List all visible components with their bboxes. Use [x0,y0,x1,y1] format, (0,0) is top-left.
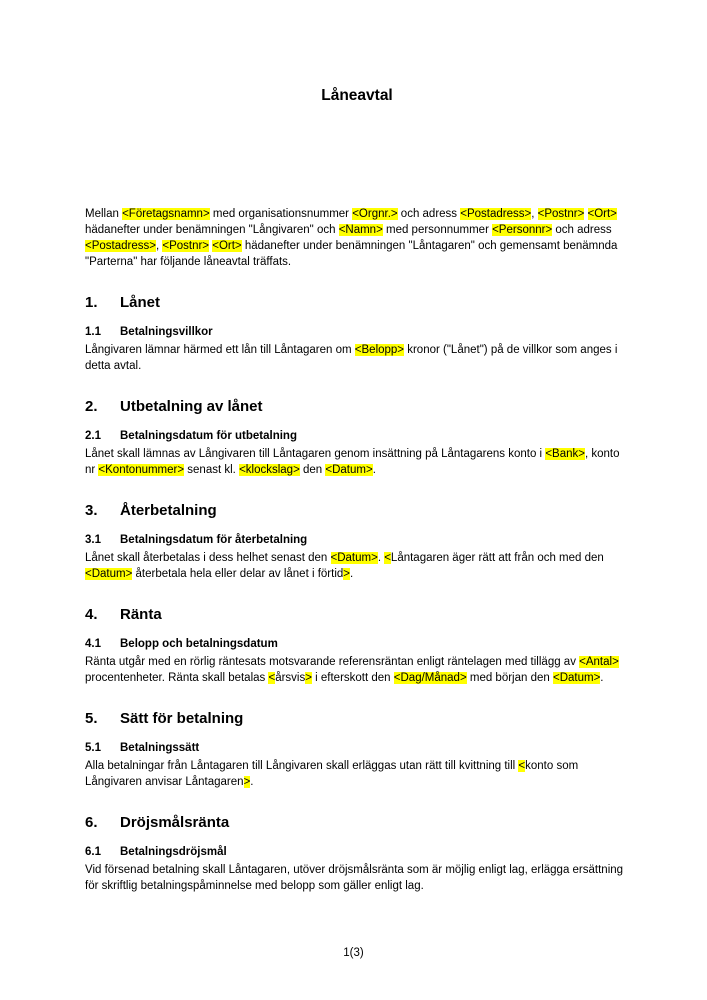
subsection-heading [85,636,629,652]
section-heading [85,398,629,416]
subsection-title: Betalningsdatum för återbetalning [120,534,308,546]
subsection-title: Betalningsdatum för utbetalning [120,430,297,442]
placeholder-highlight: <Företagsnamn> [122,208,210,220]
section-utbetalning-av-lanet [85,398,629,478]
placeholder-highlight: <klockslag> [239,464,300,476]
section-title: Lånet [120,294,161,311]
subsection-number: 4.1 [85,638,101,650]
text-run: med början den [466,672,553,684]
text-run: i efterskott den [311,672,394,684]
text-run: Vid försenad betalning skall Låntagaren, utöver dröjsmålsränta som är möjlig enligt lag, erlägga ersättning för skriftlig betalningspåminnelse med belopp som gäller enligt lag. [85,864,624,892]
text-run: procentenheter. Ränta skall betalas [85,672,269,684]
section-number: 4. [85,606,98,623]
text-run: . [372,464,376,476]
subsection-heading [85,740,629,756]
section-title: Sätt för betalning [120,710,244,727]
section-aterbetalning [85,502,629,582]
placeholder-highlight: <Kontonummer> [98,464,185,476]
subsection-heading [85,532,629,548]
section-ranta [85,606,629,686]
section-drojsmalsranta [85,814,629,894]
text-run: . [600,672,604,684]
subsection-heading [85,844,629,860]
placeholder-highlight: <Namn> [338,224,383,236]
text-run: Lånet skall lämnas av Långivaren till Låntagaren genom insättning på Låntagarens konto i [85,448,546,460]
intro-paragraph [85,206,629,270]
section-body [85,862,629,894]
placeholder-highlight: <Postnr> [162,240,210,252]
section-number: 3. [85,502,98,519]
section-body [85,446,629,478]
section-body [85,758,629,790]
subsection-number: 2.1 [85,430,101,442]
placeholder-highlight: <Orgnr.> [352,208,398,220]
text-run: Alla betalningar från Låntagaren till Långivaren skall erläggas utan rätt till kvittning till [85,760,519,772]
text-run: , [155,240,163,252]
section-satt-for-betalning [85,710,629,790]
placeholder-highlight: <Datum> [325,464,373,476]
placeholder-highlight: <Postadress> [85,240,156,252]
section-number: 2. [85,398,98,415]
text-run: och adress [552,224,612,236]
text-run: årsvis [275,672,306,684]
text-run: Ränta utgår med en rörlig räntesats motsvarande referensräntan enligt räntelagen med tillägg av [85,656,580,668]
text-run: hädanefter under benämningen "Långivaren" och [85,224,339,236]
subsection-heading [85,428,629,444]
text-run: senast kl. [184,464,240,476]
text-run: och adress [397,208,461,220]
section-number: 6. [85,814,98,831]
document-title: Låneavtal [321,87,393,104]
placeholder-highlight: <Postnr> [537,208,585,220]
section-body [85,550,629,582]
section-title: Ränta [120,606,162,623]
placeholder-highlight: <Personnr> [492,224,553,236]
subsection-number: 3.1 [85,534,101,546]
subsection-number: 6.1 [85,846,101,858]
text-run: Mellan [85,208,123,220]
placeholder-highlight: > [305,672,312,684]
section-heading [85,294,629,312]
text-run: återbetala hela eller delar av lånet i förtid [132,568,344,580]
section-number: 5. [85,710,98,727]
placeholder-highlight: < [268,672,276,684]
text-run: . [377,552,385,564]
subsection-title: Betalningssätt [120,742,200,754]
section-title: Utbetalning av lånet [120,398,263,415]
placeholder-highlight: <Postadress> [460,208,532,220]
section-body [85,654,629,686]
placeholder-highlight: < [518,760,526,772]
text-run: hädanefter under benämningen "Låntagaren" och gemensamt benämnda "Parterna" har följande låneavtal träffats. [85,240,618,268]
section-number: 1. [85,294,98,311]
subsection-title: Betalningsdröjsmål [120,846,227,858]
placeholder-highlight: <Antal> [579,656,619,668]
subsection-heading [85,324,629,340]
text-run: kronor ("Lånet") på de villkor som anges i detta avtal. [85,344,618,372]
text-run: Lånet skall återbetalas i dess helhet senast den [85,552,331,564]
text-run: med personnummer [382,224,493,236]
placeholder-highlight: > [243,776,251,788]
subsection-title: Betalningsvillkor [120,326,213,338]
placeholder-highlight: <Bank> [545,448,585,460]
placeholder-highlight: <Ort> [587,208,617,220]
text-run: den [299,464,326,476]
text-run: med organisationsnummer [209,208,353,220]
section-heading [85,814,629,832]
subsection-title: Belopp och betalningsdatum [120,638,278,650]
placeholder-highlight: < [384,552,391,564]
placeholder-highlight: <Dag/Månad> [393,672,467,684]
subsection-number: 5.1 [85,742,101,754]
text-run: . [250,776,254,788]
section-title: Dröjsmålsränta [120,814,230,831]
text-run: , konto nr [85,448,620,476]
placeholder-highlight: <Datum> [85,568,133,580]
section-lanet [85,294,629,374]
section-title: Återbetalning [120,502,217,519]
section-heading [85,710,629,728]
text-run: Låntagaren äger rätt att från och med den [390,552,604,564]
text-run: konto som Långivaren anvisar Låntagaren [85,760,579,788]
subsection-number: 1.1 [85,326,101,338]
text-run: , [531,208,538,220]
page-number: 1(3) [343,947,364,959]
section-heading [85,502,629,520]
placeholder-highlight: <Datum> [330,552,378,564]
placeholder-highlight: > [343,568,350,580]
section-heading [85,606,629,624]
section-body [85,342,629,374]
text-run: Långivaren lämnar härmed ett lån till Låntagaren om [85,344,355,356]
placeholder-highlight: <Belopp> [354,344,405,356]
placeholder-highlight: <Datum> [552,672,601,684]
text-run: . [350,568,354,580]
placeholder-highlight: <Ort> [212,240,242,252]
